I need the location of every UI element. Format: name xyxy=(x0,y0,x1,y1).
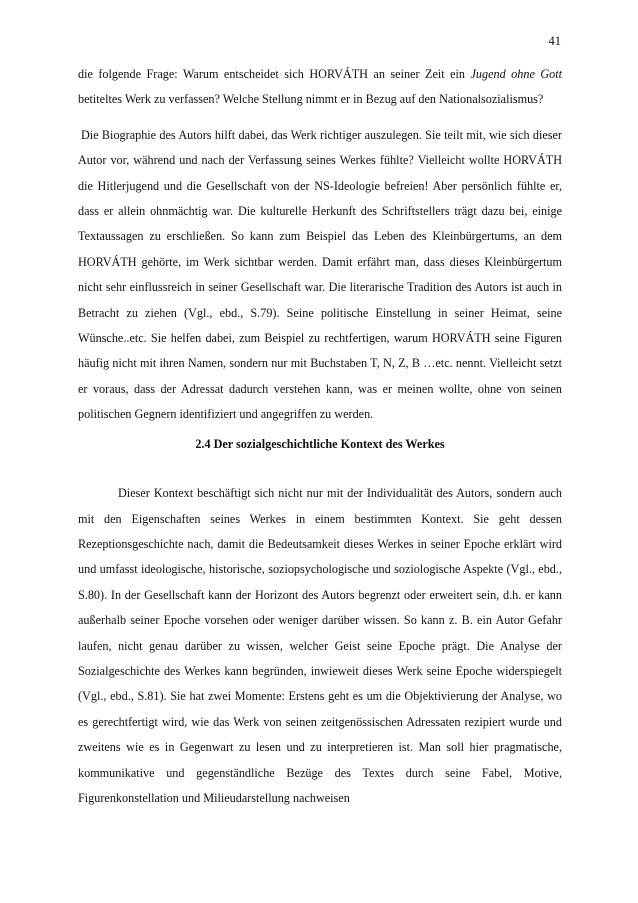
paragraph-question xyxy=(78,62,562,113)
page-number: 41 xyxy=(548,34,561,48)
paragraph-context: Dieser Kontext beschäftigt sich nicht nur mit der Individualität des Autors, sondern auch mit den Eigenschaften seines Werkes in einem bestimmten Kontext. Sie geht dessen Rezeptionsgeschichte nach, damit die Bedeutsamkeit dieses Werkes in seiner Epoche erklärt wird und umfasst ideologische, historische, soziopsychologische und soziologische Aspekte (Vgl., ebd., S.80). In der Gesellschaft kann der Horizont des Autors begrenzt oder erweitert sein, d.h. er kann außerhalb seiner Epoche vorsehen oder weniger darüber wissen. So kann z. B. ein Autor Gefahr laufen, nicht genau darüber zu wissen, welcher Geist seine Epoche prägt. Die Analyse der Sozialgeschichte des Werkes kann begründen, inwieweit dieses Werk seine Epoche widerspiegelt (Vgl., ebd., S.81). Sie hat zwei Momente: Erstens geht es um die Objektivierung der Analyse, wo es gerechtfertigt wird, wie das Werk von seinen zeitgenössischen Adressaten rezipiert wurde und zweitens wie es in Gegenwart zu lesen und zu interpretieren ist. Man soll hier pragmatische, kommunikative und gegenständliche Bezüge des Textes durch seine Fabel, Motive, Figurenkonstellation und Milieudarstellung nachweisen xyxy=(78,486,562,805)
section-heading: 2.4 Der sozialgeschichtliche Kontext des Werkes xyxy=(195,436,445,451)
paragraph-gap xyxy=(78,113,562,123)
paragraph-text: betiteltes Werk zu verfassen? Welche Stellung nimmt er in Bezug auf den Nationalsozialismus? xyxy=(78,92,544,107)
work-title: Jugend ohne Gott xyxy=(470,67,562,81)
paragraph-text: die folgende Frage: Warum entscheidet sich HORVÁTH an seiner Zeit ein xyxy=(78,67,471,81)
paragraph-biography: Die Biographie des Autors hilft dabei, das Werk richtiger auszulegen. Sie teilt mit, wie sich dieser Autor vor, während und nach der Verfassung seines Werkes fühlte? Vielleicht wollte HORVÁTH die Hitlerjugend und die Gesellschaft von der NS-Ideologie befreien! Aber persönlich fühlte er, dass er allein ohnmächtig war. Die kulturelle Herkunft des Schriftstellers trägt dazu bei, einige Textaussagen zu erschließen. So kann zum Beispiel das Leben des Kleinbürgertums, an dem HORVÁTH gehörte, im Werk sichtbar werden. Damit erfährt man, dass dieses Kleinbürgertum nicht sehr einflussreich in seiner Gesellschaft war. Die literarische Tradition des Autors ist auch in Betracht zu ziehen (Vgl., ebd., S.79). Seine politische Einstellung in seiner Heimat, seine Wünsche..etc. Sie helfen dabei, zum Beispiel zu rechtfertigen, warum HORVÁTH seine Figuren häufig nicht mit ihren Namen, sondern nur mit Buchstaben T, N, Z, B …etc. nennt. Vielleicht setzt er voraus, dass der Adressat dadurch verstehen kann, was er meinen wollte, ohne von seinen politischen Gegnern identifiziert und angegriffen zu werden. xyxy=(78,127,562,422)
page-body xyxy=(78,62,562,811)
